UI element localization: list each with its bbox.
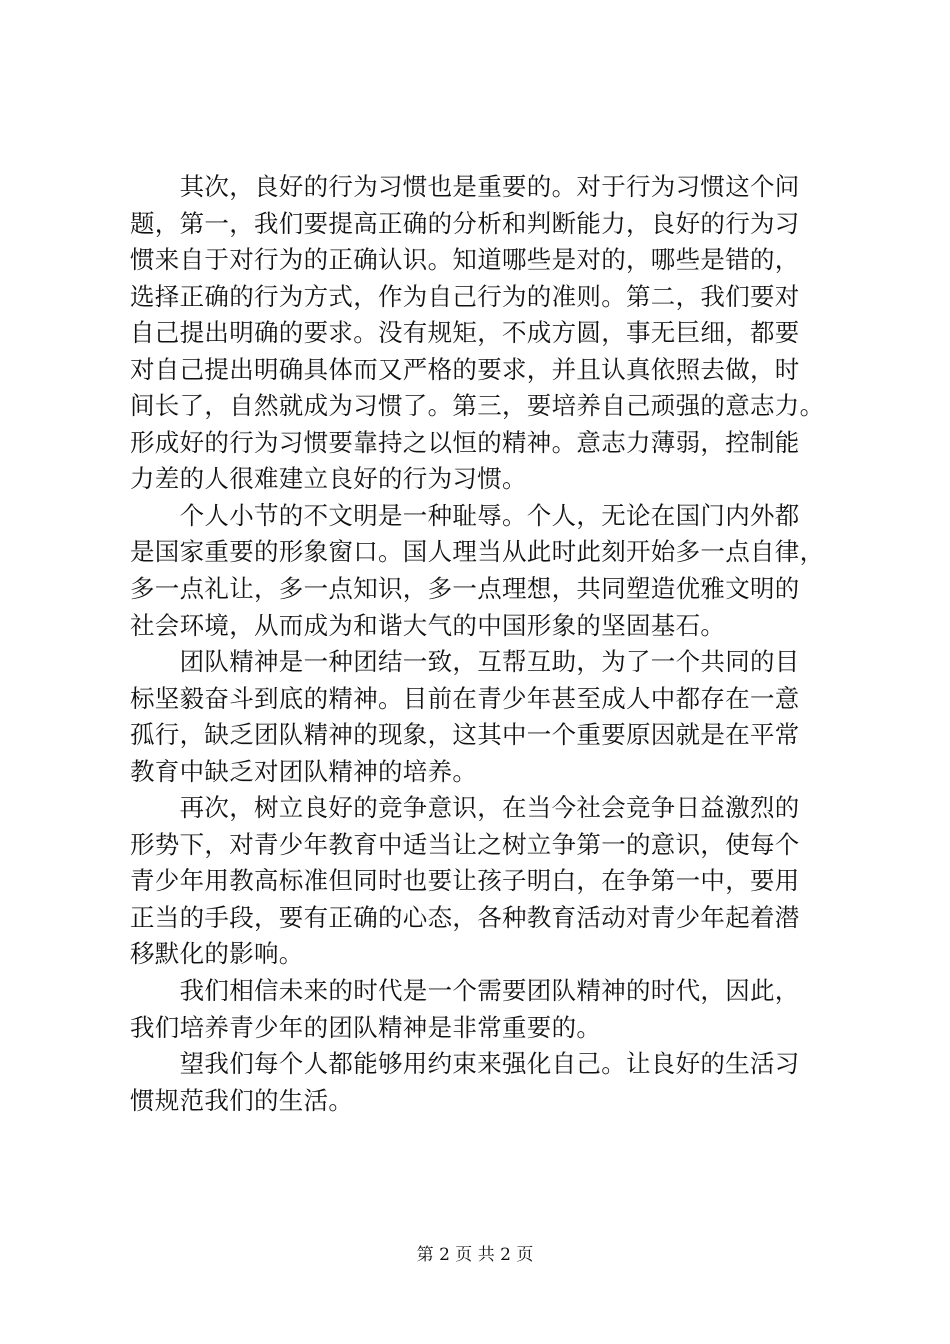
text-line: 多一点礼让，多一点知识，多一点理想，共同塑造优雅文明的: [130, 574, 800, 604]
page-number-footer: 第 2 页 共 2 页: [416, 1245, 534, 1265]
text-line: 自己提出明确的要求。没有规矩，不成方圆，事无巨细，都要: [130, 318, 800, 348]
text-line: 其次，良好的行为习惯也是重要的。对于行为习惯这个问: [130, 172, 800, 201]
text-line: 形成好的行为习惯要靠持之以恒的精神。意志力薄弱，控制能: [130, 427, 800, 457]
document-body: [130, 169, 830, 1119]
text-line: 再次，树立良好的竞争意识，在当今社会竞争日益激烈的: [130, 793, 800, 823]
text-line: 选择正确的行为方式，作为自己行为的准则。第二，我们要对: [130, 281, 800, 311]
text-line: 个人小节的不文明是一种耻辱。个人，无论在国门内外都: [130, 500, 800, 530]
text-line: 望我们每个人都能够用约束来强化自己。让良好的生活习: [130, 1049, 800, 1079]
text-line: 标坚毅奋斗到底的精神。目前在青少年甚至成人中都存在一意: [130, 683, 800, 713]
text-line: 对自己提出明确具体而又严格的要求，并且认真依照去做，时: [130, 354, 800, 384]
text-line: 我们培养青少年的团队精神是非常重要的。: [130, 1012, 602, 1042]
text-line: 社会环境，从而成为和谐大气的中国形象的坚固基石。: [130, 610, 726, 640]
text-line: 正当的手段，要有正确的心态，各种教育活动对青少年起着潜: [130, 902, 800, 932]
text-line: 惯来自于对行为的正确认识。知道哪些是对的，哪些是错的，: [130, 245, 800, 275]
text-line: 是国家重要的形象窗口。国人理当从此时此刻开始多一点自律，: [130, 537, 825, 567]
text-line: 移默化的影响。: [130, 939, 304, 969]
text-line: 形势下，对青少年教育中适当让之树立争第一的意识，使每个: [130, 829, 800, 859]
text-line: 团队精神是一种团结一致，互帮互助，为了一个共同的目: [130, 647, 800, 677]
text-line: 题，第一，我们要提高正确的分析和判断能力，良好的行为习: [130, 208, 800, 238]
text-line: 我们相信未来的时代是一个需要团队精神的时代，因此，: [130, 976, 800, 1006]
text-line: 间长了，自然就成为习惯了。第三，要培养自己顽强的意志力。: [130, 391, 825, 421]
text-line: 教育中缺乏对团队精神的培养。: [130, 756, 478, 786]
text-line: 惯规范我们的生活。: [130, 1085, 354, 1115]
text-line: 力差的人很难建立良好的行为习惯。: [130, 464, 527, 494]
text-line: 青少年用教高标准但同时也要让孩子明白，在争第一中，要用: [130, 866, 800, 896]
text-line: 孤行，缺乏团队精神的现象，这其中一个重要原因就是在平常: [130, 720, 800, 750]
